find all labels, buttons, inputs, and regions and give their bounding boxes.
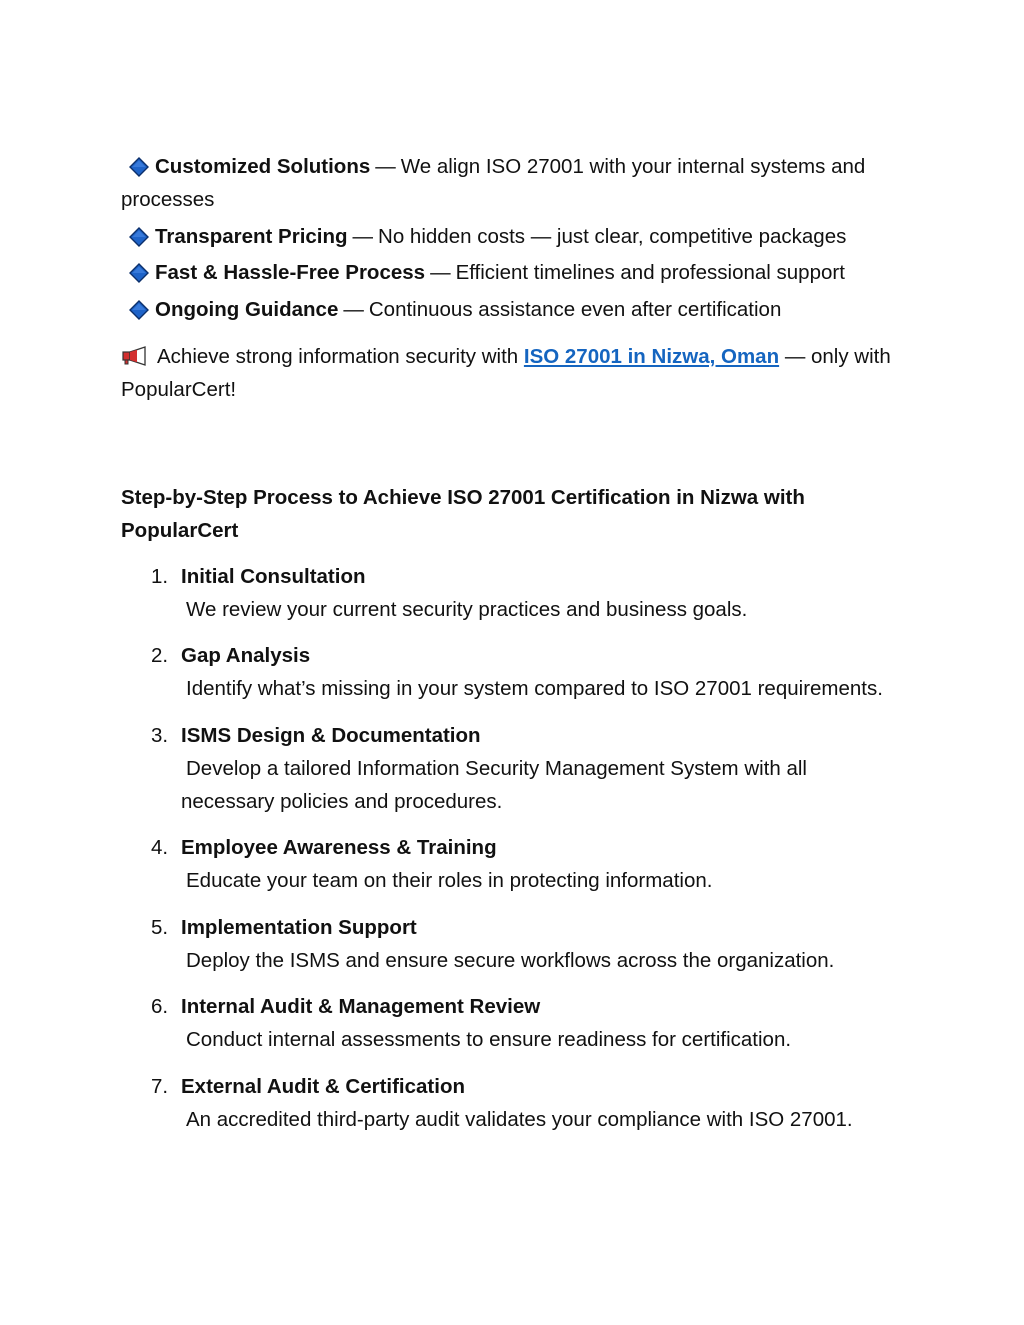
step-description: Develop a tailored Information Security Management System with all necessary policies and procedures. <box>181 756 807 813</box>
bullet-dash: — <box>352 224 374 248</box>
step-number: 6. <box>151 995 169 1018</box>
step-number: 7. <box>151 1074 169 1098</box>
megaphone-icon <box>121 343 151 363</box>
bullet-text: No hidden costs — just clear, competitive packages <box>378 224 847 248</box>
step-description: Identify what’s missing in your system compared to ISO 27001 requirements. <box>186 677 883 700</box>
bullet-title: Fast & Hassle-Free Process <box>155 261 426 284</box>
list-item <box>121 639 901 705</box>
list-item <box>121 220 901 253</box>
step-title: Internal Audit & Management Review <box>181 995 541 1018</box>
step-description: An accredited third-party audit validates your compliance with ISO 27001. <box>186 1107 853 1131</box>
step-number: 2. <box>151 644 169 667</box>
bullet-text: Continuous assistance even after certification <box>368 297 782 321</box>
step-number: 4. <box>151 836 169 859</box>
steps-list <box>121 560 901 1136</box>
blue-diamond-icon <box>129 220 155 253</box>
bullet-dash: — <box>430 261 451 284</box>
bullet-text: We align ISO 27001 with your internal systems and processes <box>121 155 866 211</box>
promo-paragraph <box>121 340 901 406</box>
document-page <box>121 150 901 1149</box>
step-title: External Audit & Certification <box>181 1074 465 1098</box>
step-title: Implementation Support <box>181 915 417 939</box>
bullet-dash: — <box>375 155 396 178</box>
promo-text-before: Achieve strong information security with <box>157 344 519 368</box>
blue-diamond-icon <box>129 293 155 326</box>
list-item <box>121 911 901 977</box>
bullet-title: Ongoing Guidance <box>155 297 339 321</box>
step-title: Initial Consultation <box>181 564 366 588</box>
bullet-text: Efficient timelines and professional support <box>455 261 845 284</box>
list-item <box>121 150 901 216</box>
step-number: 1. <box>151 564 169 588</box>
list-item <box>121 1070 901 1136</box>
step-title: ISMS Design & Documentation <box>181 723 481 747</box>
bullet-title: Transparent Pricing <box>155 224 348 248</box>
promo-text-after: — only with PopularCert! <box>121 344 891 401</box>
step-number: 5. <box>151 915 169 939</box>
step-title: Gap Analysis <box>181 644 311 667</box>
blue-diamond-icon <box>129 256 155 289</box>
section-title: Step-by-Step Process to Achieve ISO 27001 Certification in Nizwa with PopularCert <box>121 485 805 542</box>
bullet-title: Customized Solutions <box>155 155 371 178</box>
step-title: Employee Awareness & Training <box>181 836 497 859</box>
iso-27001-nizwa-link[interactable]: ISO 27001 in Nizwa, Oman <box>523 344 780 368</box>
list-item <box>121 719 901 818</box>
step-description: Deploy the ISMS and ensure secure workflows across the organization. <box>186 948 835 972</box>
list-item <box>121 831 901 897</box>
list-item <box>121 560 901 626</box>
benefits-list <box>121 150 901 326</box>
step-description: Educate your team on their roles in protecting information. <box>186 869 713 892</box>
bullet-dash: — <box>343 297 364 321</box>
step-description: Conduct internal assessments to ensure readiness for certification. <box>186 1028 792 1051</box>
step-number: 3. <box>151 723 169 747</box>
blue-diamond-icon <box>129 150 155 183</box>
step-description: We review your current security practices and business goals. <box>186 597 748 621</box>
list-item <box>121 293 901 326</box>
list-item <box>121 256 901 289</box>
list-item <box>121 990 901 1056</box>
